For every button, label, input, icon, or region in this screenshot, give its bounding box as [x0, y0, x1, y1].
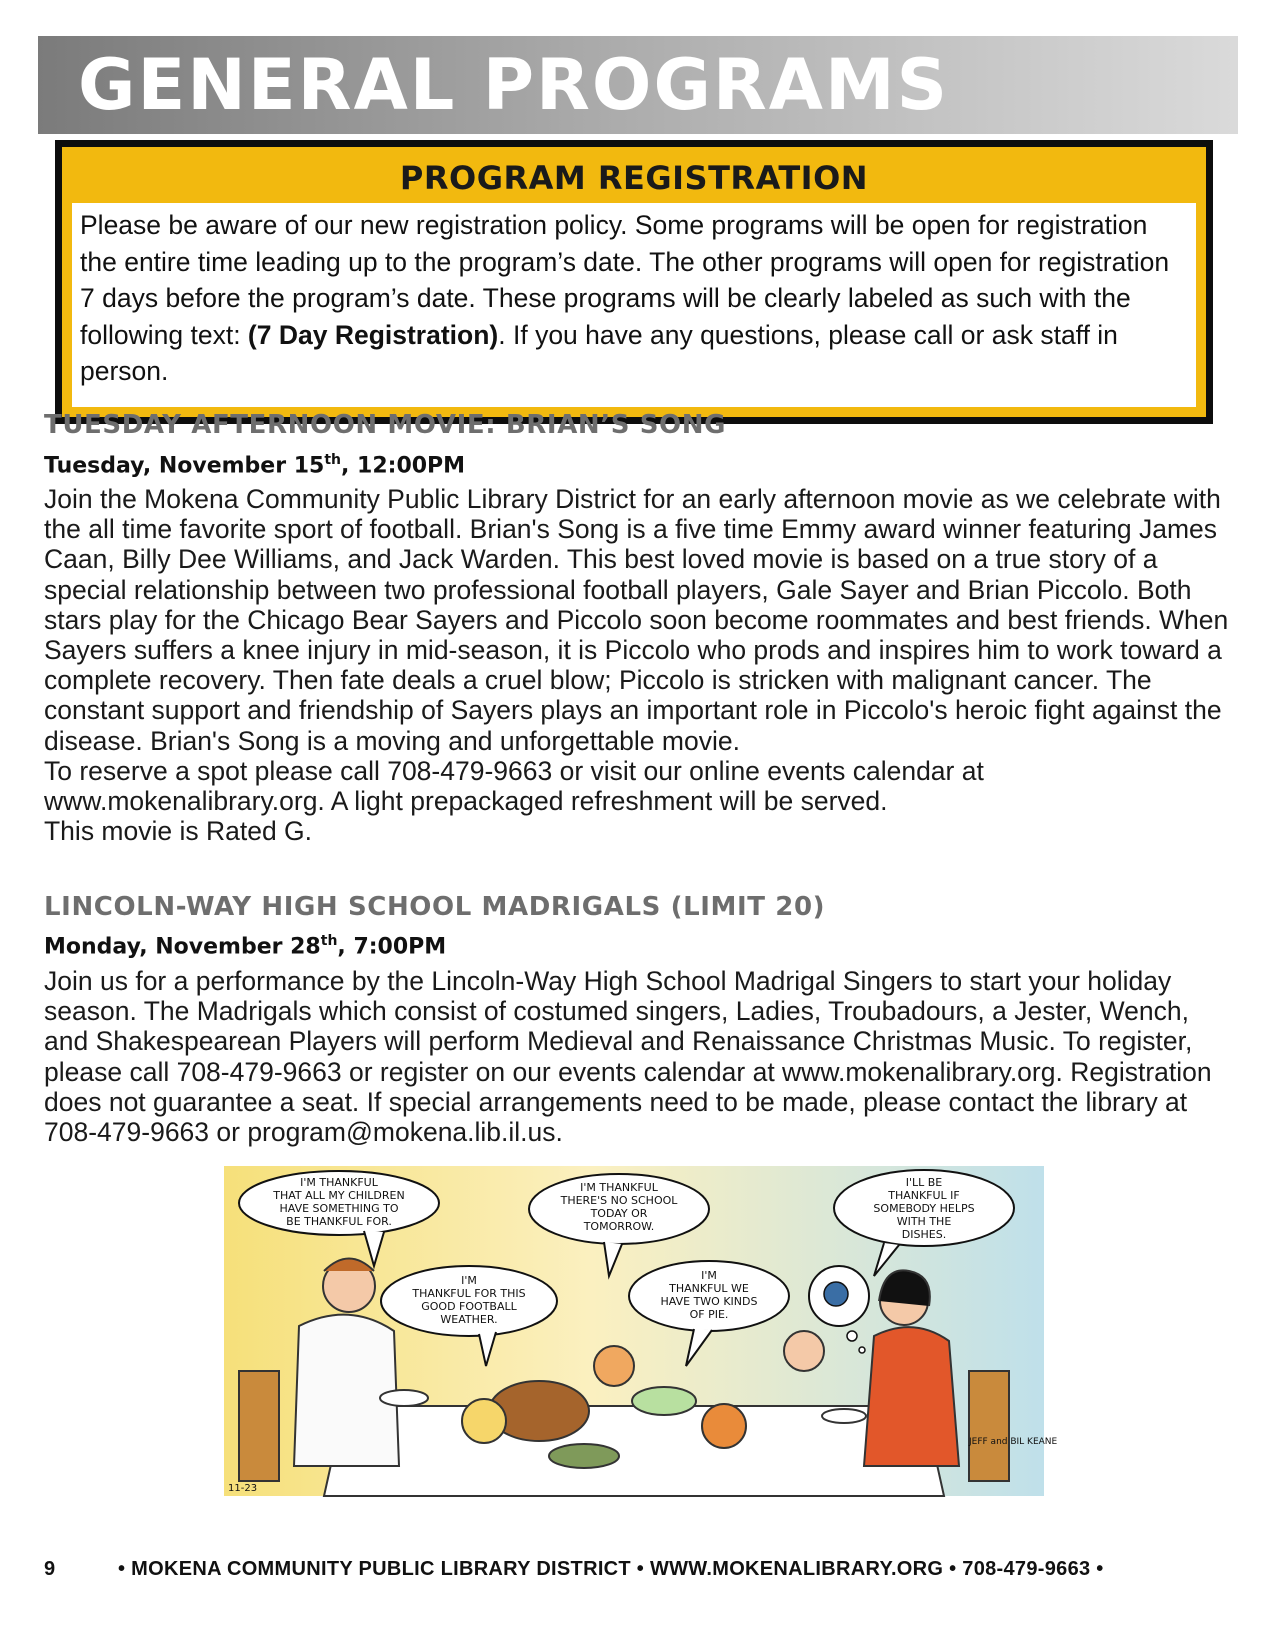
- bubble-text-line: HAVE TWO KINDS: [660, 1295, 758, 1308]
- registration-notice: [72, 203, 1196, 407]
- child-head-icon: [594, 1346, 634, 1386]
- program-title-madrigals: LINCOLN-WAY HIGH SCHOOL MADRIGALS (LIMIT 20): [44, 892, 826, 922]
- date-ordinal: th: [324, 452, 342, 468]
- bubble-text-line: I'M: [461, 1274, 477, 1287]
- bowl-icon: [549, 1444, 619, 1468]
- registration-box: [55, 140, 1213, 424]
- registration-text-end: . If you have any questions, please call or ask staff in person.: [80, 319, 1118, 386]
- teddy-bear-icon: [824, 1282, 848, 1306]
- chair-icon: [239, 1371, 279, 1481]
- bubble-text-line: THANKFUL FOR THIS: [412, 1287, 526, 1300]
- movie-description: Join the Mokena Community Public Library District for an early afternoon movie as we celebrate with the all time favorite sport of football. Brian's Song is a five time Emmy award winner featuring James Caan, Billy Dee Williams, and Jack Warden. This best loved movie is based on a true story of a special relationship between two professional football players, Gale Sayer and Brian Piccolo. Both stars play for the Chicago Bear Sayers and Piccolo soon become roommates and best friends. When Sayers suffers a knee injury in mid-season, it is Piccolo who prods and inspires him to work toward a complete recovery. Then fate deals a cruel blow; Piccolo is stricken with malignant cancer. The constant support and friendship of Sayers plays an important role in Piccolo's heroic fight against the disease. Brian's Song is a moving and unforgettable movie.: [44, 484, 1229, 756]
- bubble-text-line: I'M THANKFUL: [300, 1176, 378, 1189]
- footer-info: • MOKENA COMMUNITY PUBLIC LIBRARY DISTRICT • WWW.MOKENALIBRARY.ORG • 708-479-9663 •: [118, 1558, 1104, 1580]
- mother-body-icon: [864, 1327, 959, 1466]
- bubble-text-line: I'M THANKFUL: [580, 1181, 658, 1194]
- bubble-text-line: THERE'S NO SCHOOL: [560, 1194, 678, 1207]
- page-number: 9: [44, 1558, 56, 1580]
- madrigals-description: Join us for a performance by the Lincoln-Way High School Madrigal Singers to start your holiday season. The Madrigals which consist of costumed singers, Ladies, Troubadours, a Jester, Wench, and Shakespearean Players will perform Medieval and Renaissance Christmas Music. To register, please call 708-479-9663 or register on our events calendar at www.mokenalibrary.org. Registration does not guarantee a seat. If special arrangements need to be made, please contact the library at 708-479-9663 or program@mokena.lib.il.us.: [44, 966, 1212, 1148]
- registration-title: PROGRAM REGISTRATION: [399, 159, 869, 197]
- bubble-text-line: BE THANKFUL FOR.: [286, 1215, 392, 1228]
- baby-head-icon: [784, 1331, 824, 1371]
- bubble-text-line: OF PIE.: [689, 1308, 729, 1321]
- bubble-text-line: GOOD FOOTBALL: [421, 1300, 517, 1313]
- child-head-icon: [702, 1404, 746, 1448]
- bubble-text-line: I'LL BE: [905, 1176, 943, 1189]
- program-description-movie: [44, 484, 1239, 846]
- program-date-movie: [44, 452, 465, 478]
- bowl-icon: [632, 1387, 696, 1415]
- program-date-madrigals: [44, 933, 446, 959]
- chair-icon: [969, 1371, 1009, 1481]
- date-time: , 12:00PM: [341, 453, 466, 479]
- date-text: Monday, November 28: [44, 934, 321, 960]
- cartoon-date: 11-23: [228, 1483, 258, 1494]
- registration-frame: [62, 147, 1206, 417]
- bubble-text-line: THANKFUL WE: [669, 1282, 749, 1295]
- date-time: , 7:00PM: [337, 934, 447, 960]
- movie-rating: This movie is Rated G.: [44, 816, 313, 847]
- bubble-text-line: WITH THE: [896, 1215, 952, 1228]
- registration-text-start: Please be aware of our new registration policy. Some programs will be open for registration the entire time leading up to the program’s date. The other programs will open for registration 7 days before the program’s date. These programs will be clearly labeled as such with the following text:: [80, 210, 1170, 350]
- registration-label: (7 Day Registration): [247, 319, 499, 350]
- date-text: Tuesday, November 15: [44, 453, 325, 479]
- bubble-text-line: TOMORROW.: [583, 1220, 655, 1233]
- movie-reserve-info: To reserve a spot please call 708-479-9663 or visit our online events calendar at www.mokenalibrary.org. A light prepackaged refreshment will be served.: [44, 755, 984, 817]
- cartoon-signature: JEFF and BIL KEANE: [969, 1437, 1058, 1447]
- page-banner: [38, 36, 1238, 134]
- page-title: GENERAL PROGRAMS: [78, 44, 950, 126]
- bubble-text-line: THANKFUL IF: [888, 1189, 960, 1202]
- plate-icon: [822, 1409, 866, 1423]
- thanksgiving-cartoon: [224, 1166, 1058, 1496]
- bubble-text-line: THAT ALL MY CHILDREN: [273, 1189, 405, 1202]
- bubble-text-line: DISHES.: [901, 1228, 947, 1241]
- plate-icon: [380, 1390, 428, 1406]
- program-title-movie: TUESDAY AFTERNOON MOVIE: BRIAN’S SONG: [44, 410, 727, 440]
- bubble-text-line: WEATHER.: [440, 1313, 498, 1326]
- child-head-icon: [462, 1399, 506, 1443]
- bubble-text-line: TODAY OR: [590, 1207, 648, 1220]
- father-body-icon: [294, 1315, 399, 1466]
- program-description-madrigals: [44, 966, 1239, 1147]
- bubble-text-line: HAVE SOMETHING TO: [279, 1202, 399, 1215]
- date-ordinal: th: [320, 933, 338, 949]
- bubble-text-line: SOMEBODY HELPS: [873, 1202, 975, 1215]
- bubble-text-line: I'M: [701, 1269, 717, 1282]
